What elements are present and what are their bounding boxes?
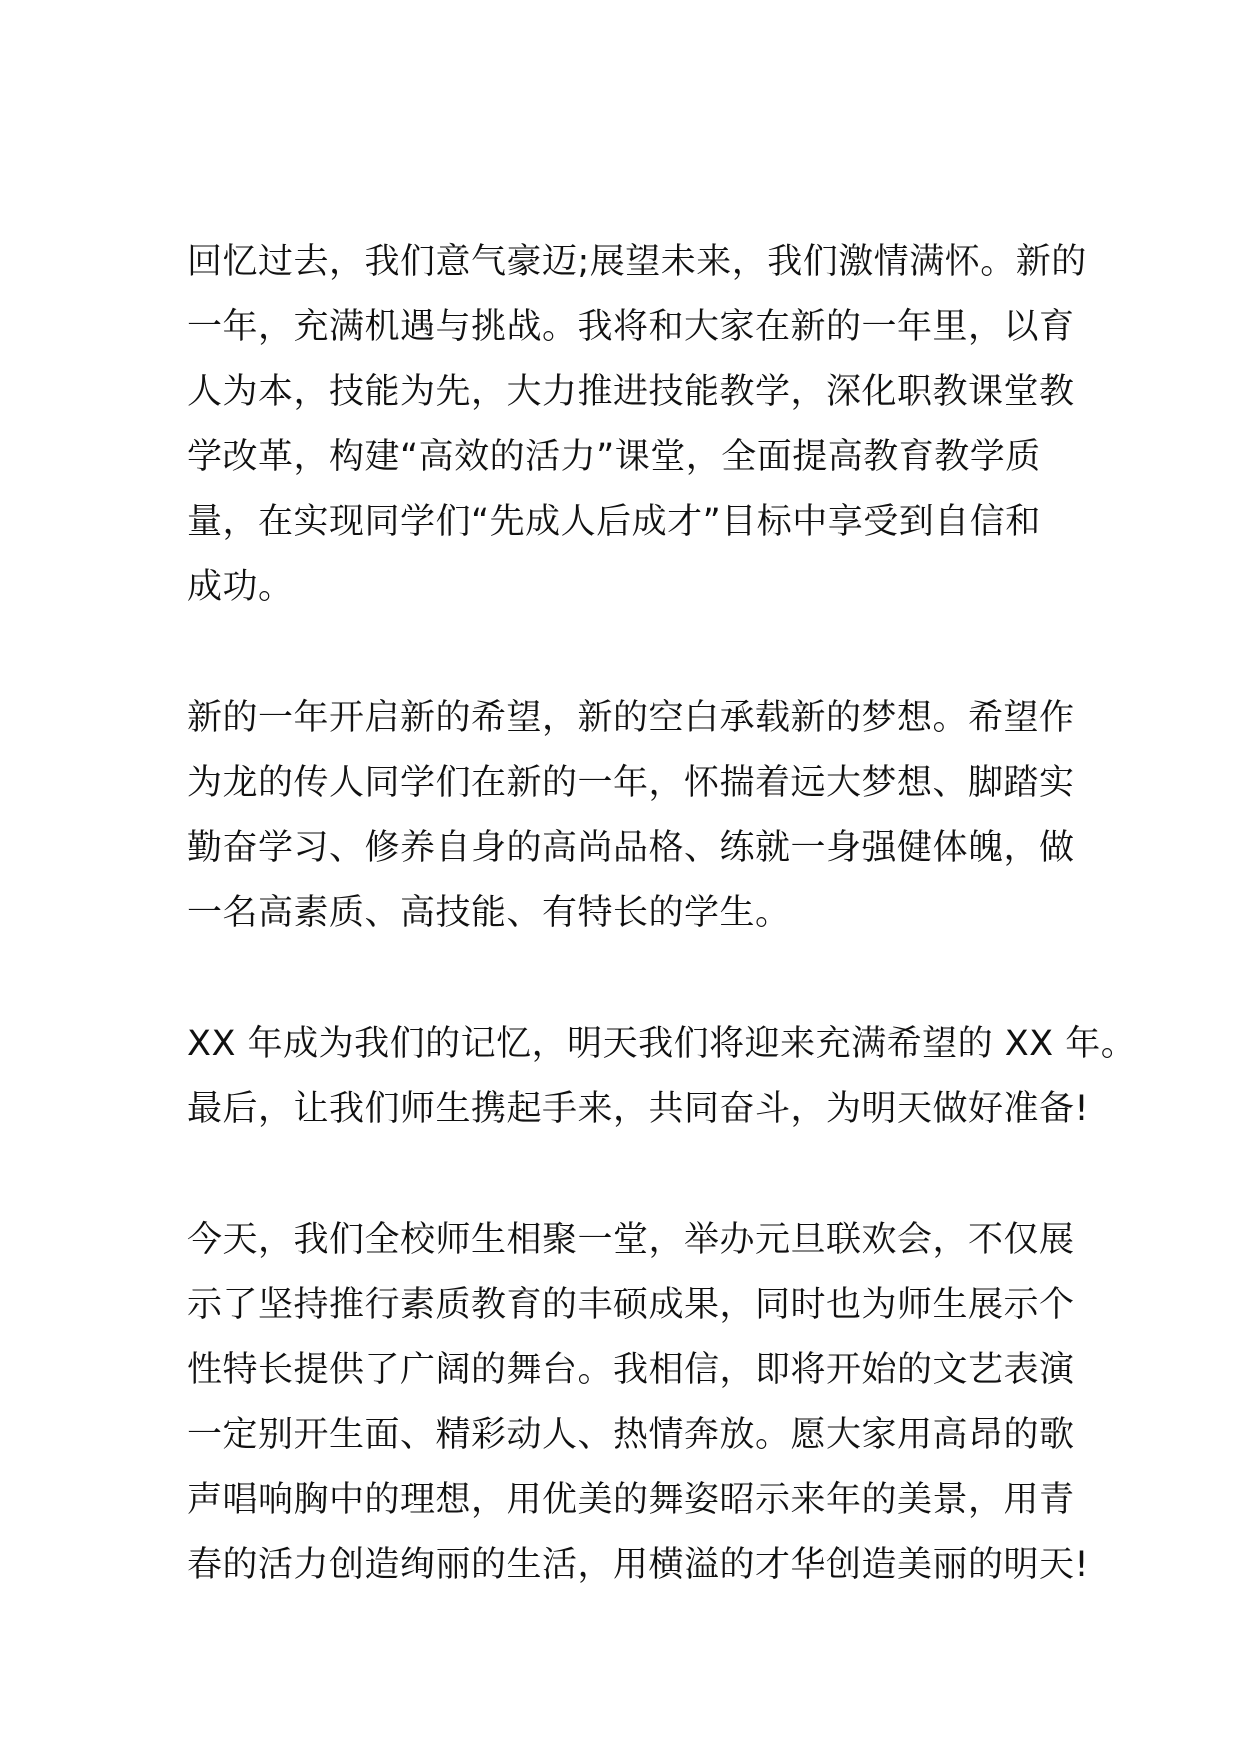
text-line: 人为本，技能为先，大力推进技能教学，深化职教课堂教 [187,372,1075,412]
text-line: 最后，让我们师生携起手来，共同奋斗，为明天做好准备! [187,1089,1090,1129]
paragraph-spacer [187,620,1067,686]
text-line: 性特长提供了广阔的舞台。我相信，即将开始的文艺表演 [187,1350,1075,1390]
text-line: 回忆过去，我们意气豪迈;展望未来，我们激情满怀。新的 [187,242,1087,282]
text-line: 今天，我们全校师生相聚一堂，举办元旦联欢会，不仅展 [187,1220,1075,1260]
text-line: 一定别开生面、精彩动人、热情奔放。愿大家用高昂的歌 [187,1415,1075,1455]
text-line: 示了坚持推行素质教育的丰硕成果，同时也为师生展示个 [187,1285,1075,1325]
paragraph-4 [187,1208,1090,1598]
paragraph-spacer [187,1142,1067,1208]
paragraph-3 [187,1012,1137,1142]
text-line: 一年，充满机遇与挑战。我将和大家在新的一年里，以育 [187,307,1075,347]
text-line: 成功。 [187,567,294,607]
document-body [187,230,1137,1598]
text-line: 学改革，构建“高效的活力”课堂，全面提高教育教学质 [187,437,1041,477]
paragraph-2 [187,686,1075,946]
text-line: 勤奋学习、修养自身的高尚品格、练就一身强健体魄，做 [187,828,1075,868]
paragraph-1 [187,230,1087,620]
text-line: XX 年成为我们的记忆，明天我们将迎来充满希望的 XX 年。 [187,1024,1137,1064]
text-line: 新的一年开启新的希望，新的空白承载新的梦想。希望作 [187,698,1075,738]
text-line: 量，在实现同学们“先成人后成才”目标中享受到自信和 [187,502,1041,542]
text-line: 声唱响胸中的理想，用优美的舞姿昭示来年的美景，用青 [187,1480,1075,1520]
paragraph-spacer [187,946,1067,1012]
text-line: 为龙的传人同学们在新的一年，怀揣着远大梦想、脚踏实 [187,763,1075,803]
text-line: 一名高素质、高技能、有特长的学生。 [187,893,791,933]
text-line: 春的活力创造绚丽的生活，用横溢的才华创造美丽的明天! [187,1545,1090,1585]
